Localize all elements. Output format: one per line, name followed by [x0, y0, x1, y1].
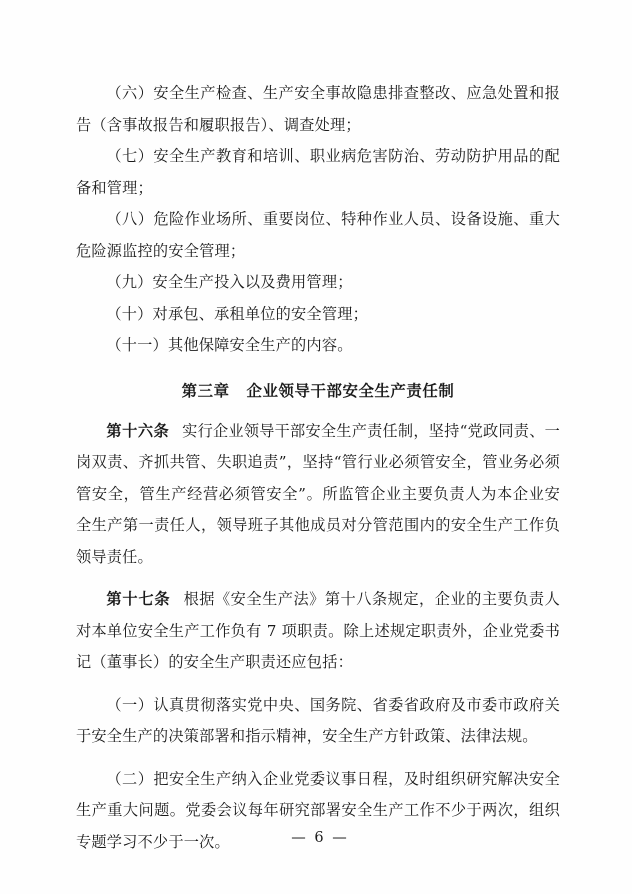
article-label: 第十六条: [106, 421, 170, 440]
article-text: 根据《安全生产法》第十八条规定，企业的主要负责人对本单位安全生产工作负有 7 项职责。除上述规定职责外，企业党委书记（董事长）的安全生产职责还应包括：: [76, 590, 560, 671]
article-paragraph: [76, 416, 560, 574]
page-number: [0, 830, 632, 846]
chapter-number: 第三章: [181, 381, 230, 400]
article-text: 实行企业领导干部安全生产责任制，坚持“党政同责、一岗双责、齐抓共管、失职追责”，坚持“管行业必须管安全，管业务必须管安全，管生产经营必须管安全”。所监管企业主要负责人为本企业安全生产第一责任人，领导班子其他成员对分管范围内的安全生产工作负领导责任。: [76, 421, 561, 566]
list-item: （八）危险作业场所、重要岗位、特种作业人员、设备设施、重大危险源监控的安全管理；: [76, 210, 560, 260]
spacer: [76, 362, 560, 367]
list-item: （六）安全生产检查、生产安全事故隐患排查整改、应急处置和报告（含事故报告和履职报告）、调查处理；: [76, 84, 560, 134]
list-item: （十）对承包、承租单位的安全管理；: [106, 304, 368, 323]
chapter-heading: [76, 375, 560, 407]
article-label: 第十七条: [106, 590, 171, 608]
spacer: [76, 753, 560, 764]
chapter-title: 企业领导干部安全生产责任制: [246, 381, 455, 400]
list-item: （七）安全生产教育和培训、职业病危害防治、劳动防护用品的配备和管理；: [76, 147, 560, 197]
list-item: （一）认真贯彻落实党中央、国务院、省委省政府及市委市政府关于安全生产的决策部署和指示精神，安全生产方针政策、法律法规。: [76, 695, 560, 745]
list-item: （九）安全生产投入以及费用管理；: [106, 273, 353, 291]
list-item: （二）把安全生产纳入企业党委议事日程，及时组织研究解决安全生产重大问题。党委会议每年研究部署安全生产工作不少于两次，组织专题学习不少于一次。: [76, 769, 560, 851]
spacer: [76, 573, 560, 584]
article-paragraph: [76, 584, 560, 679]
page-number-value: — 6 —: [291, 830, 349, 846]
document-body: [76, 78, 560, 858]
spacer: [76, 679, 560, 690]
list-item: （十一）其他保障安全生产的内容。: [106, 336, 353, 354]
